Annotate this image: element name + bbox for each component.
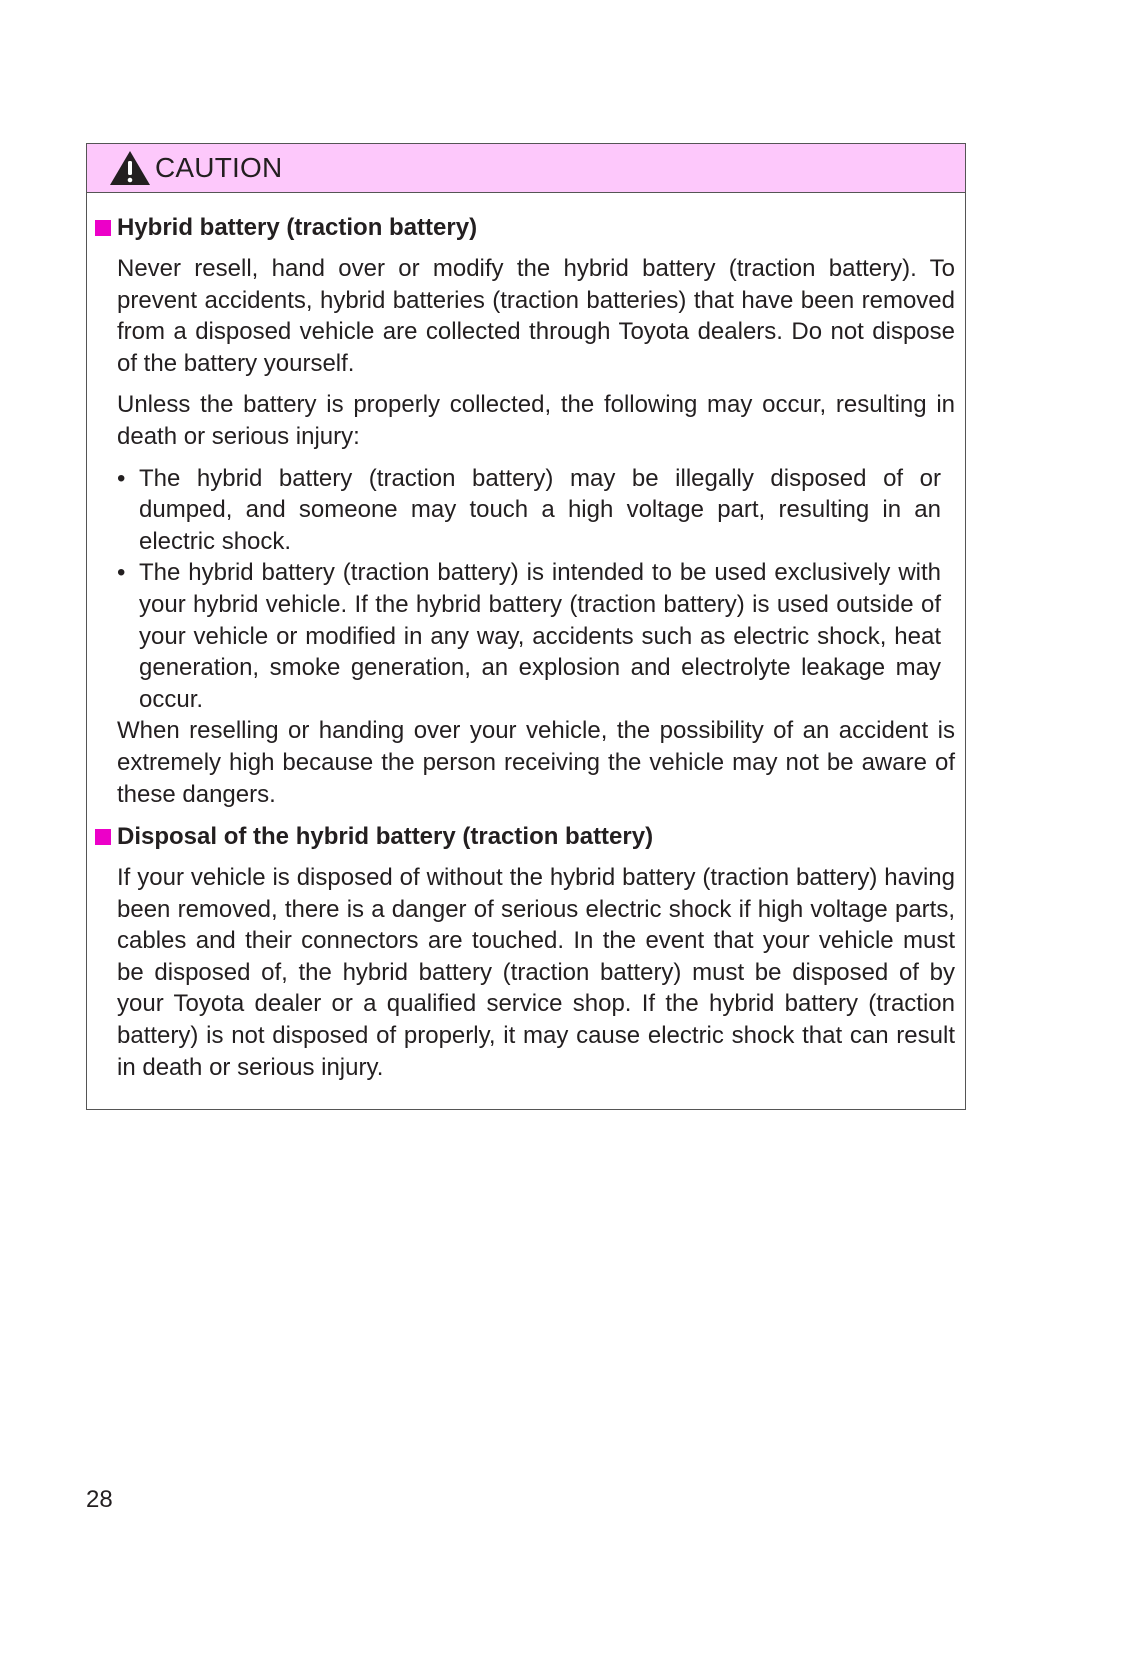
paragraph: Never resell, hand over or modify the hybrid battery (traction battery). To prevent accidents, hybrid batteries (traction batteries) that have been removed from a disposed vehicle are collected through Toyota dealers. Do not dispose of the battery yourself. bbox=[117, 255, 955, 377]
bullet-list bbox=[117, 463, 955, 716]
page-number: 28 bbox=[86, 1486, 113, 1513]
paragraph: Unless the battery is properly collected, the following may occur, resulting in death or serious injury: bbox=[117, 391, 955, 450]
caution-header bbox=[87, 144, 965, 193]
section-heading: Disposal of the hybrid battery (traction battery) bbox=[95, 820, 955, 854]
caution-box bbox=[86, 143, 966, 1110]
list-item: • The hybrid battery (traction battery) is intended to be used exclusively with your hybrid vehicle. If the hybrid battery (traction battery) is used outside of your vehicle or modified in any way, accidents such as electric shock, heat generation, smoke generation, an explosion and electrolyte leakage may occur. bbox=[117, 557, 941, 715]
section-heading: Hybrid battery (traction battery) bbox=[95, 211, 955, 245]
paragraph: If your vehicle is disposed of without the hybrid battery (traction battery) having been removed, there is a danger of serious electric shock if high voltage parts, cables and their connectors are touched. In the event that your vehicle must be disposed of, the hybrid battery (traction battery) must be disposed of by your Toyota dealer or a qualified service shop. If the hybrid battery (traction battery) is not disposed of properly, it may cause electric shock that can result in death or serious injury. bbox=[117, 864, 955, 1081]
square-bullet-icon bbox=[95, 220, 111, 236]
square-bullet-icon bbox=[95, 829, 111, 845]
list-item: • The hybrid battery (traction battery) may be illegally disposed of or dumped, and someone may touch a high voltage part, resulting in an electric shock. bbox=[117, 463, 941, 558]
paragraph: When reselling or handing over your vehicle, the possibility of an accident is extremely high because the person receiving the vehicle may not be aware of these dangers. bbox=[117, 717, 955, 808]
warning-triangle-icon bbox=[109, 150, 151, 186]
caution-title: CAUTION bbox=[155, 152, 283, 183]
